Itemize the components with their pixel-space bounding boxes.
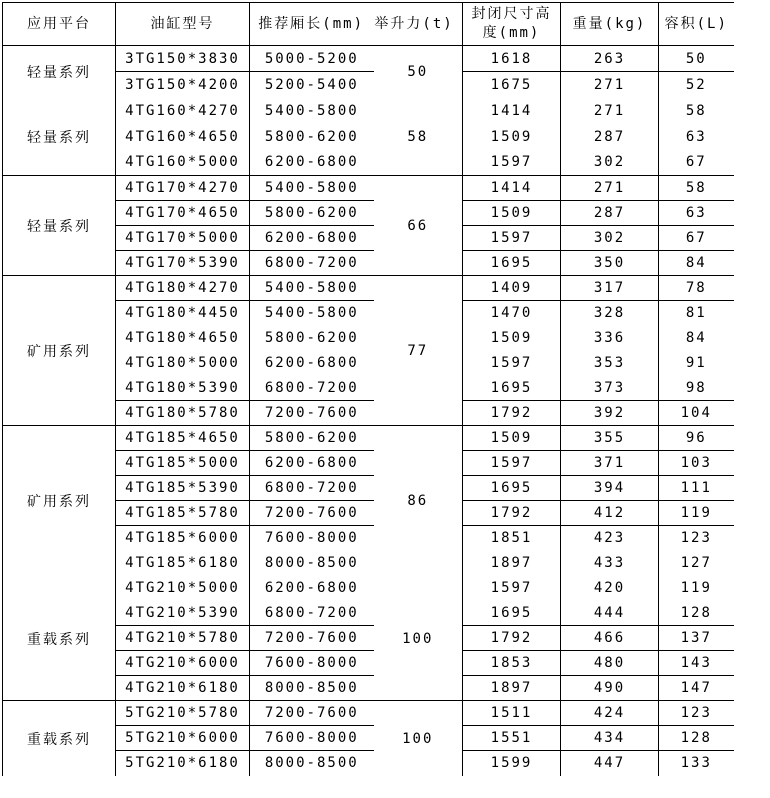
- lift-cell-label: 50: [407, 64, 429, 80]
- model-cell: 4TG170*4270: [116, 176, 250, 201]
- length-cell: 5800-6200: [250, 426, 374, 451]
- table-row: [3, 46, 734, 72]
- model-cell: 3TG150*4200: [116, 72, 250, 98]
- closed-height-cell: 1470: [463, 301, 561, 326]
- length-cell: 5400-5800: [250, 98, 374, 124]
- weight-cell: 317: [561, 276, 659, 301]
- length-cell: 8000-8500: [250, 551, 374, 576]
- platform-cell-label: 重载系列: [27, 631, 91, 648]
- model-cell: 4TG160*5000: [116, 150, 250, 176]
- model-cell: 5TG210*5780: [116, 701, 250, 726]
- header-volume: 容积(L): [659, 3, 734, 46]
- closed-height-cell: 1509: [463, 326, 561, 351]
- lift-cell-label: 77: [407, 343, 429, 359]
- lift-cell: [374, 46, 463, 176]
- platform-cell: [3, 176, 116, 276]
- weight-cell: 434: [561, 726, 659, 751]
- weight-cell: 420: [561, 576, 659, 601]
- model-cell: 4TG210*5000: [116, 576, 250, 601]
- header-weight: 重量(kg): [561, 3, 659, 46]
- lift-cell-label: 100: [402, 730, 434, 747]
- weight-cell: 353: [561, 351, 659, 376]
- spec-table: [2, 2, 734, 776]
- length-cell: 7600-8000: [250, 726, 374, 751]
- volume-cell: 133: [659, 751, 734, 776]
- volume-cell: 67: [659, 150, 734, 176]
- model-cell: 4TG180*4450: [116, 301, 250, 326]
- closed-height-cell: 1597: [463, 226, 561, 251]
- length-cell: 5000-5200: [250, 46, 374, 72]
- closed-height-cell: 1509: [463, 201, 561, 226]
- length-cell: 6200-6800: [250, 576, 374, 601]
- platform-cell-label: 轻量系列: [27, 219, 91, 235]
- length-cell: 6800-7200: [250, 601, 374, 626]
- lift-cell: [374, 426, 463, 701]
- closed-height-cell: 1597: [463, 451, 561, 476]
- closed-height-cell: 1509: [463, 426, 561, 451]
- weight-cell: 328: [561, 301, 659, 326]
- volume-cell: 58: [659, 176, 734, 201]
- model-cell: 4TG180*5780: [116, 401, 250, 426]
- platform-cell: [3, 46, 116, 176]
- length-cell: 5400-5800: [250, 301, 374, 326]
- closed-height-cell: 1618: [463, 46, 561, 72]
- platform-cell-label: 矿用系列: [27, 494, 91, 510]
- model-cell: 3TG150*3830: [116, 46, 250, 72]
- closed-height-cell: 1695: [463, 251, 561, 276]
- closed-height-cell: 1853: [463, 651, 561, 676]
- weight-cell: 287: [561, 201, 659, 226]
- model-cell: 4TG180*4650: [116, 326, 250, 351]
- model-cell: 4TG185*6180: [116, 551, 250, 576]
- header-row: [3, 3, 734, 46]
- closed-height-cell: 1792: [463, 501, 561, 526]
- header-closed-height-line2: 度(mm): [482, 25, 541, 41]
- volume-cell: 52: [659, 72, 734, 98]
- lift-cell-label: 86: [407, 493, 429, 509]
- closed-height-cell: 1695: [463, 601, 561, 626]
- weight-cell: 392: [561, 401, 659, 426]
- lift-cell: [374, 276, 463, 426]
- model-cell: 4TG210*5390: [116, 601, 250, 626]
- model-cell: 4TG210*5780: [116, 626, 250, 651]
- model-cell: 4TG160*4270: [116, 98, 250, 124]
- weight-cell: 263: [561, 46, 659, 72]
- weight-cell: 424: [561, 701, 659, 726]
- model-cell: 4TG160*4650: [116, 124, 250, 150]
- closed-height-cell: 1675: [463, 72, 561, 98]
- closed-height-cell: 1597: [463, 150, 561, 176]
- model-cell: 4TG170*5000: [116, 226, 250, 251]
- closed-height-cell: 1851: [463, 526, 561, 551]
- weight-cell: 433: [561, 551, 659, 576]
- weight-cell: 302: [561, 150, 659, 176]
- length-cell: 7200-7600: [250, 701, 374, 726]
- length-cell: 5800-6200: [250, 201, 374, 226]
- length-cell: 8000-8500: [250, 676, 374, 701]
- volume-cell: 63: [659, 124, 734, 150]
- length-cell: 7200-7600: [250, 401, 374, 426]
- weight-cell: 412: [561, 501, 659, 526]
- length-cell: 7200-7600: [250, 626, 374, 651]
- closed-height-cell: 1897: [463, 676, 561, 701]
- volume-cell: 127: [659, 551, 734, 576]
- platform-cell-label: 轻量系列: [27, 130, 91, 146]
- length-cell: 6200-6800: [250, 150, 374, 176]
- header-closed-height: [463, 3, 561, 46]
- header-length-lift: 推荐厢长(mm) 举升力(t): [250, 3, 463, 46]
- model-cell: 4TG210*6180: [116, 676, 250, 701]
- table-row: [3, 276, 734, 301]
- closed-height-cell: 1897: [463, 551, 561, 576]
- volume-cell: 128: [659, 726, 734, 751]
- volume-cell: 96: [659, 426, 734, 451]
- length-cell: 7200-7600: [250, 501, 374, 526]
- table-row: [3, 701, 734, 726]
- table-row: [3, 176, 734, 201]
- length-cell: 5400-5800: [250, 176, 374, 201]
- closed-height-cell: 1695: [463, 476, 561, 501]
- closed-height-cell: 1599: [463, 751, 561, 776]
- model-cell: 4TG170*5390: [116, 251, 250, 276]
- length-cell: 5400-5800: [250, 276, 374, 301]
- weight-cell: 271: [561, 176, 659, 201]
- closed-height-cell: 1695: [463, 376, 561, 401]
- volume-cell: 128: [659, 601, 734, 626]
- closed-height-cell: 1409: [463, 276, 561, 301]
- model-cell: 5TG210*6180: [116, 751, 250, 776]
- length-cell: 6200-6800: [250, 351, 374, 376]
- length-cell: 6800-7200: [250, 376, 374, 401]
- volume-cell: 50: [659, 46, 734, 72]
- volume-cell: 143: [659, 651, 734, 676]
- length-cell: 5200-5400: [250, 72, 374, 98]
- weight-cell: 350: [561, 251, 659, 276]
- volume-cell: 111: [659, 476, 734, 501]
- weight-cell: 466: [561, 626, 659, 651]
- platform-cell: [3, 701, 116, 776]
- volume-cell: 84: [659, 251, 734, 276]
- weight-cell: 490: [561, 676, 659, 701]
- closed-height-cell: 1792: [463, 401, 561, 426]
- weight-cell: 355: [561, 426, 659, 451]
- model-cell: 4TG185*4650: [116, 426, 250, 451]
- model-cell: 4TG180*5390: [116, 376, 250, 401]
- closed-height-cell: 1597: [463, 351, 561, 376]
- weight-cell: 394: [561, 476, 659, 501]
- model-cell: 5TG210*6000: [116, 726, 250, 751]
- model-cell: 4TG185*6000: [116, 526, 250, 551]
- length-cell: 6800-7200: [250, 251, 374, 276]
- closed-height-cell: 1597: [463, 576, 561, 601]
- volume-cell: 123: [659, 526, 734, 551]
- length-cell: 5800-6200: [250, 326, 374, 351]
- closed-height-cell: 1414: [463, 98, 561, 124]
- closed-height-cell: 1792: [463, 626, 561, 651]
- closed-height-cell: 1551: [463, 726, 561, 751]
- lift-cell-label: 58: [407, 129, 429, 145]
- volume-cell: 98: [659, 376, 734, 401]
- length-cell: 6200-6800: [250, 226, 374, 251]
- model-cell: 4TG185*5780: [116, 501, 250, 526]
- lift-cell: [374, 176, 463, 276]
- volume-cell: 63: [659, 201, 734, 226]
- length-cell: 8000-8500: [250, 751, 374, 776]
- weight-cell: 480: [561, 651, 659, 676]
- volume-cell: 104: [659, 401, 734, 426]
- platform-cell: [3, 426, 116, 701]
- volume-cell: 91: [659, 351, 734, 376]
- weight-cell: 302: [561, 226, 659, 251]
- header-closed-height-line1: 封闭尺寸高: [471, 6, 552, 22]
- platform-cell-label: 重载系列: [27, 731, 91, 748]
- weight-cell: 371: [561, 451, 659, 476]
- lift-cell: [374, 701, 463, 776]
- platform-cell-label: 轻量系列: [27, 65, 91, 81]
- length-cell: 7600-8000: [250, 651, 374, 676]
- closed-height-cell: 1509: [463, 124, 561, 150]
- model-cell: 4TG170*4650: [116, 201, 250, 226]
- volume-cell: 81: [659, 301, 734, 326]
- weight-cell: 447: [561, 751, 659, 776]
- lift-cell-label: 66: [407, 218, 429, 234]
- model-cell: 4TG180*5000: [116, 351, 250, 376]
- platform-cell: [3, 276, 116, 426]
- header-model: 油缸型号: [116, 3, 250, 46]
- volume-cell: 58: [659, 98, 734, 124]
- closed-height-cell: 1511: [463, 701, 561, 726]
- weight-cell: 271: [561, 98, 659, 124]
- volume-cell: 147: [659, 676, 734, 701]
- platform-cell-label: 矿用系列: [27, 344, 91, 360]
- header-platform: 应用平台: [3, 3, 116, 46]
- volume-cell: 123: [659, 701, 734, 726]
- spec-table-wrapper: [2, 2, 734, 776]
- weight-cell: 271: [561, 72, 659, 98]
- length-cell: 6800-7200: [250, 476, 374, 501]
- closed-height-cell: 1414: [463, 176, 561, 201]
- weight-cell: 287: [561, 124, 659, 150]
- table-body: [3, 46, 734, 776]
- lift-cell-label: 100: [402, 630, 434, 647]
- volume-cell: 119: [659, 576, 734, 601]
- table-row: [3, 426, 734, 451]
- volume-cell: 67: [659, 226, 734, 251]
- volume-cell: 78: [659, 276, 734, 301]
- model-cell: 4TG185*5000: [116, 451, 250, 476]
- length-cell: 6200-6800: [250, 451, 374, 476]
- weight-cell: 336: [561, 326, 659, 351]
- volume-cell: 84: [659, 326, 734, 351]
- model-cell: 4TG180*4270: [116, 276, 250, 301]
- volume-cell: 137: [659, 626, 734, 651]
- model-cell: 4TG185*5390: [116, 476, 250, 501]
- length-cell: 7600-8000: [250, 526, 374, 551]
- weight-cell: 373: [561, 376, 659, 401]
- weight-cell: 444: [561, 601, 659, 626]
- model-cell: 4TG210*6000: [116, 651, 250, 676]
- length-cell: 5800-6200: [250, 124, 374, 150]
- volume-cell: 119: [659, 501, 734, 526]
- volume-cell: 103: [659, 451, 734, 476]
- weight-cell: 423: [561, 526, 659, 551]
